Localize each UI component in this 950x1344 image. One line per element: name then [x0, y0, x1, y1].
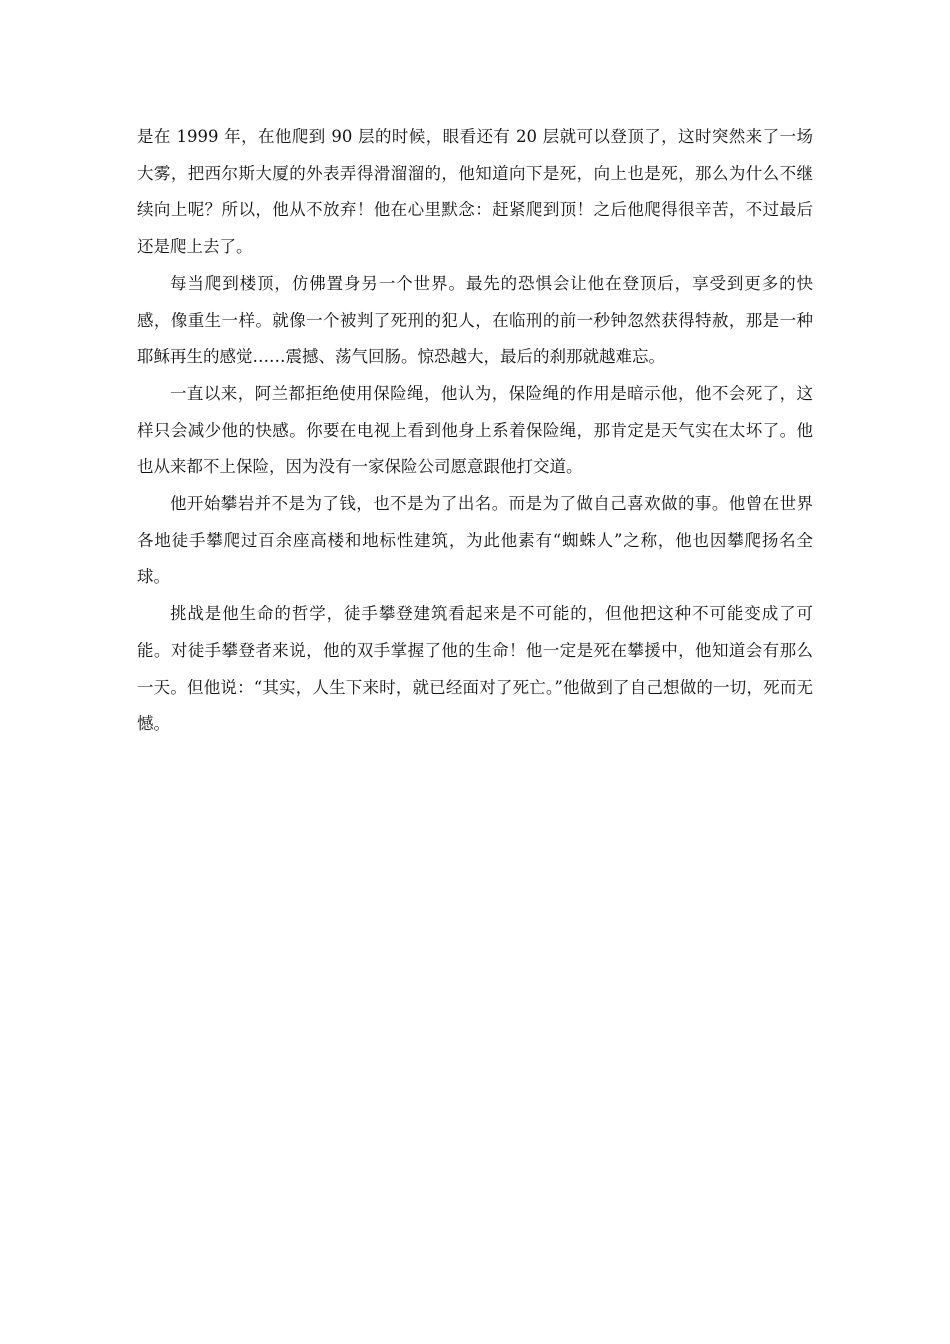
paragraph-philosophy: 挑战是他生命的哲学，徒手攀登建筑看起来是不可能的，但他把这种不可能变成了可能。对徒手攀登者来说，他的双手掌握了他的生命！他一定是死在攀援中，他知道会有那么一天。但他说：“其实，人生下来时，就已经面对了死亡。”他做到了自己想做的一切，死而无憾。 — [137, 604, 813, 734]
paragraph-safety-rope: 一直以来，阿兰都拒绝使用保险绳，他认为，保险绳的作用是暗示他，他不会死了，这样只会减少他的快感。你要在电视上看到他身上系着保险绳，那肯定是天气实在太坏了。他也从来都不上保险，因为没有一家保险公司愿意跟他打交道。 — [137, 383, 813, 477]
article-body — [137, 119, 813, 743]
paragraph-spiderman: 他开始攀岩并不是为了钱，也不是为了出名。而是为了做自己喜欢做的事。他曾在世界各地徒手攀爬过百余座高楼和地标性建筑，为此他素有“蜘蛛人”之称，他也因攀爬扬名全球。 — [137, 494, 813, 587]
paragraph-continuation: 是在 1999 年，在他爬到 90 层的时候，眼看还有 20 层就可以登顶了，这时突然来了一场大雾，把西尔斯大厦的外表弄得滑溜溜的，他知道向下是死，向上也是死，那么为什么不继续向上呢？所以，他从不放弃！他在心里默念：赶紧爬到顶！之后他爬得很辛苦，不过最后还是爬上去了。 — [137, 127, 813, 257]
paragraph-rooftop-feeling: 每当爬到楼顶，仿佛置身另一个世界。最先的恐惧会让他在登顶后，享受到更多的快感，像重生一样。就像一个被判了死刑的犯人，在临刑的前一秒钟忽然获得特赦，那是一种耶稣再生的感觉……震撼、荡气回肠。惊恐越大，最后的刹那就越难忘。 — [137, 273, 813, 367]
